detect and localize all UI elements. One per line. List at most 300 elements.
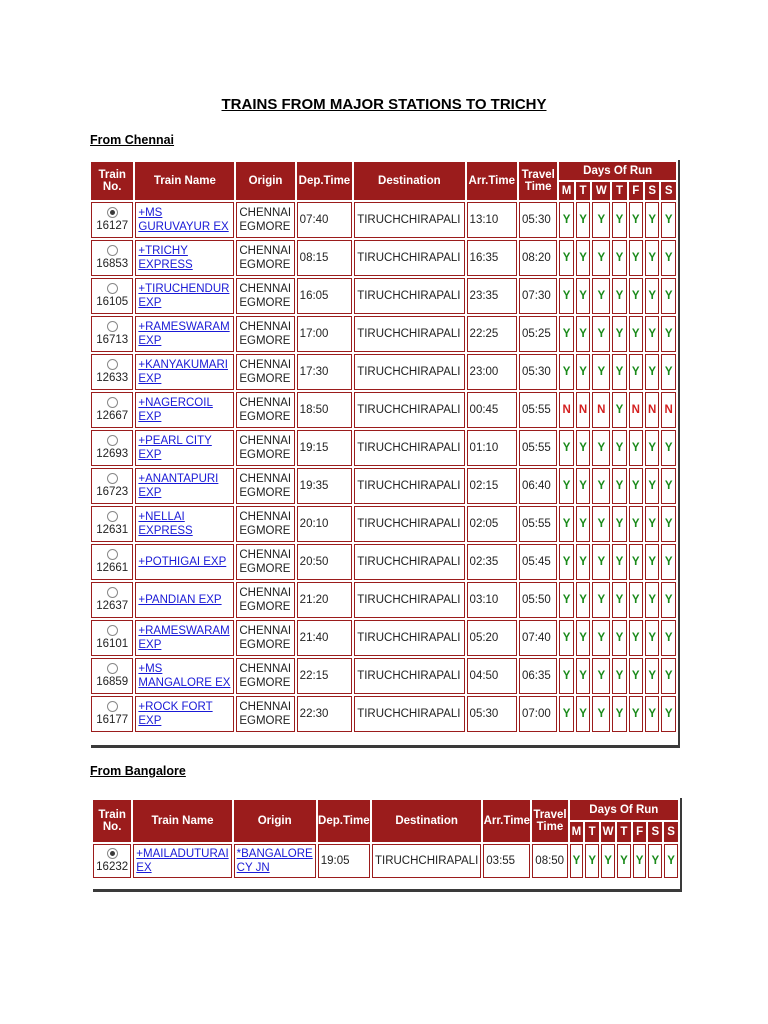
train-row (91, 620, 676, 656)
train-no-cell (91, 620, 133, 656)
origin-line1: CHENNAI (239, 397, 292, 409)
arr-time-cell: 01:10 (467, 430, 517, 466)
origin-text (239, 397, 291, 423)
day-run-cell: Y (576, 506, 590, 542)
page-title: TRAINS FROM MAJOR STATIONS TO TRICHY (221, 96, 547, 113)
day-run-cell: Y (612, 430, 626, 466)
day-run-cell: Y (645, 468, 659, 504)
arr-time-cell: 03:10 (467, 582, 517, 618)
header-arr-time: Arr.Time (467, 162, 517, 200)
header-day: W (601, 822, 615, 842)
dep-time-cell: 19:15 (297, 430, 353, 466)
day-run-cell: Y (645, 278, 659, 314)
destination-cell: TIRUCHCHIRAPALI (354, 696, 464, 732)
train-name-line2: EXP (138, 335, 162, 347)
header-origin: Origin (236, 162, 294, 200)
train-no-cell (91, 278, 133, 314)
day-run-cell: Y (645, 696, 659, 732)
train-name-cell (135, 354, 234, 390)
day-run-cell: Y (576, 430, 590, 466)
train-name-link[interactable] (138, 556, 226, 568)
day-run-cell: Y (661, 354, 676, 390)
travel-time-cell: 06:40 (519, 468, 557, 504)
arr-time-cell: 02:15 (467, 468, 517, 504)
day-run-cell: Y (648, 844, 662, 878)
day-run-cell: Y (559, 620, 573, 656)
train-name-link[interactable] (138, 283, 229, 309)
dep-time-cell: 21:40 (297, 620, 353, 656)
origin-cell (236, 658, 294, 694)
header-day: T (612, 182, 626, 200)
day-run-cell: Y (645, 202, 659, 238)
day-run-cell: N (645, 392, 659, 428)
select-train-radio[interactable] (107, 511, 118, 522)
header-day: T (585, 822, 599, 842)
day-run-cell: Y (559, 430, 573, 466)
header-day: M (559, 182, 573, 200)
train-name-line1: +NELLAI (138, 511, 185, 523)
chennai-trains-table (89, 160, 678, 734)
train-name-line1: +ANANTAPURI (138, 473, 219, 485)
train-name-cell (135, 696, 234, 732)
select-train-radio[interactable] (107, 397, 118, 408)
select-train-radio[interactable] (107, 587, 118, 598)
train-number: 12693 (96, 448, 129, 460)
train-name-line2: EXP (138, 449, 162, 461)
train-number: 16232 (96, 861, 129, 873)
day-run-cell: Y (559, 658, 573, 694)
train-number: 16105 (96, 296, 129, 308)
origin-line1: CHENNAI (239, 359, 292, 371)
origin-line2: EGMORE (239, 715, 291, 727)
origin-text (239, 321, 291, 347)
origin-line1: CHENNAI (239, 587, 292, 599)
train-name-link[interactable] (138, 321, 229, 347)
day-run-cell: Y (592, 278, 610, 314)
train-name-cell (135, 544, 234, 580)
train-name-line2: EXP (138, 639, 162, 651)
origin-text (239, 283, 291, 309)
train-name-line1: +PEARL CITY (138, 435, 212, 447)
day-run-cell: Y (592, 544, 610, 580)
train-name-link[interactable] (138, 663, 230, 689)
arr-time-cell: 02:35 (467, 544, 517, 580)
day-run-cell: Y (592, 240, 610, 276)
train-no-cell (91, 544, 133, 580)
day-run-cell: Y (576, 240, 590, 276)
day-run-cell: Y (592, 658, 610, 694)
destination-cell: TIRUCHCHIRAPALI (354, 582, 464, 618)
train-name-link[interactable] (138, 701, 212, 727)
origin-text (239, 207, 291, 233)
select-train-radio[interactable] (107, 848, 118, 859)
day-run-cell: Y (629, 544, 643, 580)
train-name-cell (135, 430, 234, 466)
train-name-line1: +KANYAKUMARI (138, 359, 228, 371)
train-name-link[interactable] (138, 594, 221, 606)
destination-cell: TIRUCHCHIRAPALI (354, 468, 464, 504)
train-name-cell (135, 582, 234, 618)
header-day: S (645, 182, 659, 200)
train-name-cell (135, 316, 234, 352)
arr-time-cell: 16:35 (467, 240, 517, 276)
destination-cell: TIRUCHCHIRAPALI (354, 544, 464, 580)
section-heading-chennai: From Chennai (90, 133, 175, 147)
train-row (91, 696, 676, 732)
day-run-cell: Y (661, 506, 676, 542)
train-no-cell (91, 506, 133, 542)
train-name-line2: EX (136, 862, 152, 874)
dep-time-cell: 19:35 (297, 468, 353, 504)
day-run-cell: Y (559, 696, 573, 732)
header-destination: Destination (372, 800, 481, 842)
train-name-cell (135, 240, 234, 276)
day-run-cell: Y (645, 316, 659, 352)
day-run-cell: Y (592, 202, 610, 238)
travel-time-cell: 05:55 (519, 392, 557, 428)
header-train-no: Train No. (93, 800, 131, 842)
train-name-link[interactable] (138, 245, 192, 271)
header-dep-time: Dep.Time (297, 162, 353, 200)
origin-line1: CHENNAI (239, 625, 292, 637)
train-name-line1: +MS (138, 207, 163, 219)
day-run-cell: Y (661, 202, 676, 238)
header-day: T (576, 182, 590, 200)
day-run-cell: Y (612, 696, 626, 732)
arr-time-cell: 00:45 (467, 392, 517, 428)
train-row (91, 316, 676, 352)
train-name-cell (135, 392, 234, 428)
travel-time-cell: 05:45 (519, 544, 557, 580)
train-no-cell (91, 316, 133, 352)
day-run-cell: Y (612, 468, 626, 504)
train-name-link[interactable] (138, 397, 212, 423)
select-train-radio[interactable] (107, 435, 118, 446)
origin-line2: EGMORE (239, 525, 291, 537)
train-no-cell (91, 468, 133, 504)
origin-line1: CHENNAI (239, 549, 292, 561)
origin-text (239, 663, 291, 689)
origin-cell (236, 620, 294, 656)
train-name-link[interactable] (138, 207, 228, 233)
header-day: S (664, 822, 678, 842)
train-row (91, 430, 676, 466)
travel-time-cell: 05:55 (519, 430, 557, 466)
train-name-cell (135, 278, 234, 314)
day-run-cell: Y (661, 544, 676, 580)
origin-cell (234, 844, 316, 878)
day-run-cell: Y (661, 240, 676, 276)
destination-cell: TIRUCHCHIRAPALI (354, 658, 464, 694)
train-name-cell (135, 506, 234, 542)
travel-time-cell: 05:30 (519, 354, 557, 390)
origin-text (239, 473, 291, 499)
train-no-cell (91, 354, 133, 390)
destination-cell: TIRUCHCHIRAPALI (354, 506, 464, 542)
train-name-line2: EXP (138, 411, 162, 423)
day-run-cell: Y (576, 620, 590, 656)
select-train-radio[interactable] (107, 245, 118, 256)
train-name-link[interactable] (138, 473, 218, 499)
origin-text (239, 625, 291, 651)
day-run-cell: Y (661, 316, 676, 352)
arr-time-cell: 23:35 (467, 278, 517, 314)
select-train-radio[interactable] (107, 663, 118, 674)
day-run-cell: Y (592, 620, 610, 656)
train-number: 16853 (96, 258, 129, 270)
train-name-cell (135, 620, 234, 656)
day-run-cell: Y (617, 844, 631, 878)
day-run-cell: Y (612, 506, 626, 542)
origin-cell (236, 430, 294, 466)
train-name-link[interactable] (138, 625, 229, 651)
dep-time-cell: 08:15 (297, 240, 353, 276)
day-run-cell: Y (592, 506, 610, 542)
select-train-radio[interactable] (107, 283, 118, 294)
day-run-cell: Y (661, 620, 676, 656)
train-row (91, 582, 676, 618)
day-run-cell: Y (629, 430, 643, 466)
day-run-cell: Y (592, 696, 610, 732)
day-run-cell: Y (612, 582, 626, 618)
origin-cell (236, 582, 294, 618)
origin-cell (236, 240, 294, 276)
train-row (91, 202, 676, 238)
arr-time-cell: 02:05 (467, 506, 517, 542)
day-run-cell: Y (592, 582, 610, 618)
train-row (91, 278, 676, 314)
day-run-cell: Y (576, 468, 590, 504)
day-run-cell: Y (645, 430, 659, 466)
day-run-cell: Y (576, 658, 590, 694)
dep-time-cell: 17:00 (297, 316, 353, 352)
origin-link[interactable] (237, 848, 313, 874)
arr-time-cell: 05:30 (467, 696, 517, 732)
origin-cell (236, 506, 294, 542)
destination-cell: TIRUCHCHIRAPALI (354, 202, 464, 238)
select-train-radio[interactable] (107, 549, 118, 560)
day-run-cell: Y (664, 844, 678, 878)
origin-line1: CHENNAI (239, 435, 292, 447)
origin-text (239, 435, 291, 461)
day-run-cell: Y (661, 696, 676, 732)
train-name-line1: +ROCK FORT (138, 701, 213, 713)
header-train-name: Train Name (135, 162, 234, 200)
select-train-radio[interactable] (107, 701, 118, 712)
day-run-cell: Y (629, 278, 643, 314)
day-run-cell: Y (592, 430, 610, 466)
day-run-cell: N (576, 392, 590, 428)
origin-cell (236, 468, 294, 504)
origin-cell (236, 202, 294, 238)
train-row (91, 240, 676, 276)
train-row (91, 658, 676, 694)
day-run-cell: N (629, 392, 643, 428)
train-name-line2: EXP (138, 373, 162, 385)
origin-line1: CHENNAI (239, 207, 292, 219)
train-number: 16101 (96, 638, 129, 650)
day-run-cell: Y (559, 354, 573, 390)
select-train-radio[interactable] (107, 321, 118, 332)
train-no-cell (91, 658, 133, 694)
day-run-cell: Y (645, 354, 659, 390)
day-run-cell: Y (592, 316, 610, 352)
train-row (91, 468, 676, 504)
origin-text (239, 511, 291, 537)
travel-time-cell: 07:30 (519, 278, 557, 314)
table-shadow (680, 798, 682, 892)
origin-line2: EGMORE (239, 601, 291, 613)
travel-time-cell: 05:25 (519, 316, 557, 352)
travel-time-cell: 05:50 (519, 582, 557, 618)
travel-time-cell: 06:35 (519, 658, 557, 694)
header-day: W (592, 182, 610, 200)
train-no-cell (91, 202, 133, 238)
train-number: 16859 (96, 676, 129, 688)
header-destination: Destination (354, 162, 464, 200)
select-train-radio[interactable] (107, 359, 118, 370)
header-travel-time: Travel Time (519, 162, 557, 200)
train-name-line1: +MAILADUTURAI (136, 848, 229, 860)
train-number: 12631 (96, 524, 129, 536)
origin-line1: CHENNAI (239, 663, 292, 675)
train-name-link[interactable] (138, 359, 228, 385)
origin-text (239, 587, 291, 613)
arr-time-cell: 03:55 (483, 844, 530, 878)
origin-line2: EGMORE (239, 335, 291, 347)
origin-text (239, 245, 291, 271)
destination-cell: TIRUCHCHIRAPALI (354, 392, 464, 428)
train-row (93, 844, 678, 878)
origin-cell (236, 696, 294, 732)
train-name-line1: +RAMESWARAM (138, 321, 230, 333)
day-run-cell: Y (629, 468, 643, 504)
day-run-cell: Y (559, 202, 573, 238)
origin-line1: *BANGALORE (236, 848, 313, 860)
day-run-cell: Y (612, 544, 626, 580)
train-name-line1: +POTHIGAI EXP (138, 556, 227, 568)
train-no-cell (93, 844, 131, 878)
train-name-link[interactable] (138, 511, 192, 537)
day-run-cell: N (592, 392, 610, 428)
day-run-cell: Y (576, 278, 590, 314)
train-no-cell (91, 696, 133, 732)
day-run-cell: Y (592, 354, 610, 390)
train-name-link[interactable] (138, 435, 211, 461)
day-run-cell: N (559, 392, 573, 428)
train-name-line2: MANGALORE EX (138, 677, 231, 689)
origin-text (239, 359, 291, 385)
train-name-line2: EXP (138, 715, 162, 727)
origin-cell (236, 316, 294, 352)
day-run-cell: Y (612, 278, 626, 314)
select-train-radio[interactable] (107, 473, 118, 484)
table-shadow (678, 160, 680, 748)
day-run-cell: Y (629, 620, 643, 656)
train-number: 12637 (96, 600, 129, 612)
arr-time-cell: 13:10 (467, 202, 517, 238)
bangalore-trains-table (91, 798, 680, 880)
destination-cell: TIRUCHCHIRAPALI (372, 844, 481, 878)
destination-cell: TIRUCHCHIRAPALI (354, 240, 464, 276)
day-run-cell: Y (559, 278, 573, 314)
day-run-cell: Y (559, 240, 573, 276)
day-run-cell: Y (629, 354, 643, 390)
header-day: F (629, 182, 643, 200)
train-name-line1: +TIRUCHENDUR (138, 283, 230, 295)
dep-time-cell: 07:40 (297, 202, 353, 238)
header-travel-time: Travel Time (532, 800, 567, 842)
section-heading-bangalore: From Bangalore (90, 764, 186, 778)
origin-line2: CY JN (236, 862, 270, 874)
day-run-cell: Y (612, 316, 626, 352)
dep-time-cell: 19:05 (318, 844, 370, 878)
train-name-link[interactable] (136, 848, 228, 874)
dep-time-cell: 16:05 (297, 278, 353, 314)
arr-time-cell: 05:20 (467, 620, 517, 656)
dep-time-cell: 18:50 (297, 392, 353, 428)
origin-line1: CHENNAI (239, 701, 292, 713)
day-run-cell: Y (576, 696, 590, 732)
train-no-cell (91, 582, 133, 618)
day-run-cell: Y (629, 240, 643, 276)
day-run-cell: Y (559, 316, 573, 352)
train-no-cell (91, 430, 133, 466)
train-no-cell (91, 240, 133, 276)
header-day: S (661, 182, 676, 200)
day-run-cell: Y (629, 316, 643, 352)
arr-time-cell: 22:25 (467, 316, 517, 352)
origin-line2: EGMORE (239, 449, 291, 461)
train-name-cell (133, 844, 231, 878)
destination-cell: TIRUCHCHIRAPALI (354, 620, 464, 656)
origin-cell (236, 544, 294, 580)
travel-time-cell: 08:50 (532, 844, 567, 878)
train-row (91, 392, 676, 428)
day-run-cell: Y (661, 658, 676, 694)
dep-time-cell: 20:50 (297, 544, 353, 580)
day-run-cell: Y (645, 240, 659, 276)
train-row (91, 544, 676, 580)
header-days-of-run: Days Of Run (559, 162, 676, 180)
origin-text (239, 549, 291, 575)
train-number: 16177 (96, 714, 129, 726)
train-name-cell (135, 202, 234, 238)
header-train-name: Train Name (133, 800, 231, 842)
day-run-cell: Y (576, 354, 590, 390)
origin-line1: CHENNAI (239, 283, 292, 295)
day-run-cell: Y (559, 582, 573, 618)
train-no-cell (91, 392, 133, 428)
day-run-cell: Y (592, 468, 610, 504)
train-name-line2: GURUVAYUR EX (138, 221, 229, 233)
train-name-line1: +TRICHY (138, 245, 188, 257)
table-shadow (91, 745, 680, 748)
day-run-cell: Y (612, 354, 626, 390)
train-name-line1: +PANDIAN EXP (138, 594, 222, 606)
day-run-cell: Y (576, 202, 590, 238)
select-train-radio[interactable] (107, 625, 118, 636)
origin-line2: EGMORE (239, 373, 291, 385)
train-name-line1: +RAMESWARAM (138, 625, 230, 637)
day-run-cell: Y (633, 844, 647, 878)
header-day: M (570, 822, 584, 842)
dep-time-cell: 22:30 (297, 696, 353, 732)
train-name-cell (135, 658, 234, 694)
origin-line2: EGMORE (239, 677, 291, 689)
day-run-cell: Y (629, 696, 643, 732)
select-train-radio[interactable] (107, 207, 118, 218)
